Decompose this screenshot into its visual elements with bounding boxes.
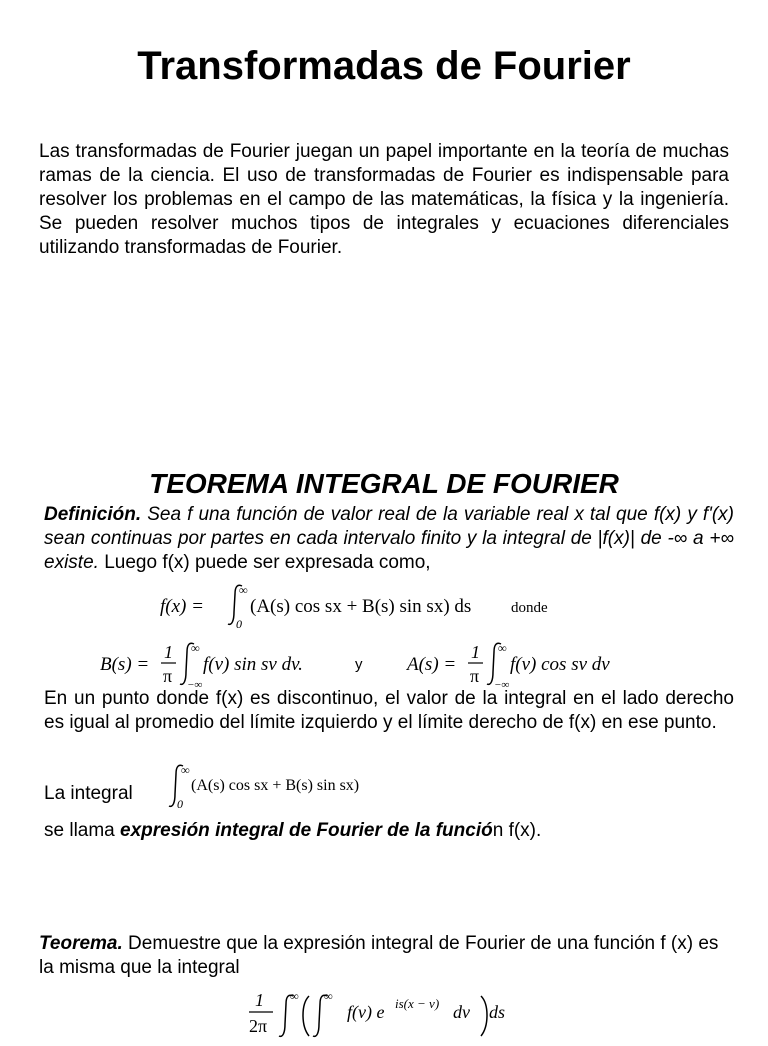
formula-as-lhs: A(s) = [407,654,457,675]
theorem-label: Teorema. [39,933,123,954]
formula-bs-den: π [163,666,173,686]
formula-as-lower: −∞ [494,679,510,691]
formula-fx [160,582,580,632]
definition-normal-text: Luego f(x) puede ser expresada como, [98,552,431,573]
formula-fx-upper: ∞ [239,583,248,597]
formula-fx-body: (A(s) cos sx + B(s) sin sx) ds [250,596,472,617]
close-paren [481,996,487,1036]
formula-fx-lhs: f(x) = [160,596,204,617]
formula-integral-body: (A(s) cos sx + B(s) sin sx) [191,777,360,794]
formula-theorem-dv: dv [453,1002,470,1022]
se-llama-bold: expresión integral de Fourier de la funció [120,820,493,841]
open-paren [303,996,309,1036]
se-llama-prefix: se llama [44,820,121,841]
definition-label: Definición. [44,504,142,525]
formula-bs [100,640,360,690]
definition-paragraph [44,503,734,575]
intro-paragraph: Las transformadas de Fourier juegan un papel importante en la teoría de muchas ramas de la ciencia. El uso de transformadas de Fourier es indispensable para resolver los problemas en el campo de las matemáticas, la física y la ingeniería. Se pueden resolver muchos tipos de integrales y ecuaciones diferenciales utilizando transformadas de Fourier. [39,141,729,258]
connector-y: y [355,656,363,673]
formula-as-body: f(v) cos sv dv [510,654,610,675]
formula-as-num: 1 [471,642,480,662]
formula-theorem [245,986,545,1046]
formula-as-den: π [470,666,480,686]
formula-bs-num: 1 [164,642,173,662]
formula-theorem-ds: ds [489,1002,506,1022]
formula-bs-body: f(v) sin sv dv. [203,654,303,675]
formula-bs-upper: ∞ [191,641,200,655]
formula-theorem-den: 2π [249,1016,268,1036]
formula-integral [165,762,425,812]
formula-bs-lower: −∞ [187,679,203,691]
formula-theorem-upper: ∞ [290,989,299,1003]
formula-theorem-inner-upper: ∞ [324,989,333,1003]
formula-theorem-num: 1 [255,990,264,1010]
formula-integral-upper: ∞ [181,763,190,777]
formula-fx-donde: donde [511,600,548,616]
formula-theorem-exponent: is(x − v) [395,996,440,1011]
formula-integral-lower: 0 [177,797,183,811]
la-integral-label: La integral [44,783,133,804]
theorem-paragraph [39,932,729,980]
discontinuity-paragraph: En un punto donde f(x) es discontinuo, el valor de la integral en el lado derecho es igual al promedio del límite izquierdo y el límite derecho de f(x) en ese punto. [44,688,734,733]
formula-fx-lower: 0 [236,617,242,631]
formula-bs-lhs: B(s) = [100,654,150,675]
formula-as-upper: ∞ [498,641,507,655]
formula-theorem-body: f(v) e [347,1002,385,1022]
definition-italic-text: Sea f una función de valor real de la variable real x tal que f(x) y f'(x) sean continuas por partes en cada intervalo finito y la integral de |f(x)| de -∞ a +∞ existe. [44,504,734,573]
section-title: TEOREMA INTEGRAL DE FOURIER [149,468,619,499]
formula-as [407,640,667,690]
page-title: Transformadas de Fourier [137,44,631,88]
se-llama-sentence [44,820,541,842]
se-llama-suffix: n f(x). [492,820,542,841]
theorem-text: Demuestre que la expresión integral de Fourier de una función f (x) es la misma que la integral [39,933,719,978]
